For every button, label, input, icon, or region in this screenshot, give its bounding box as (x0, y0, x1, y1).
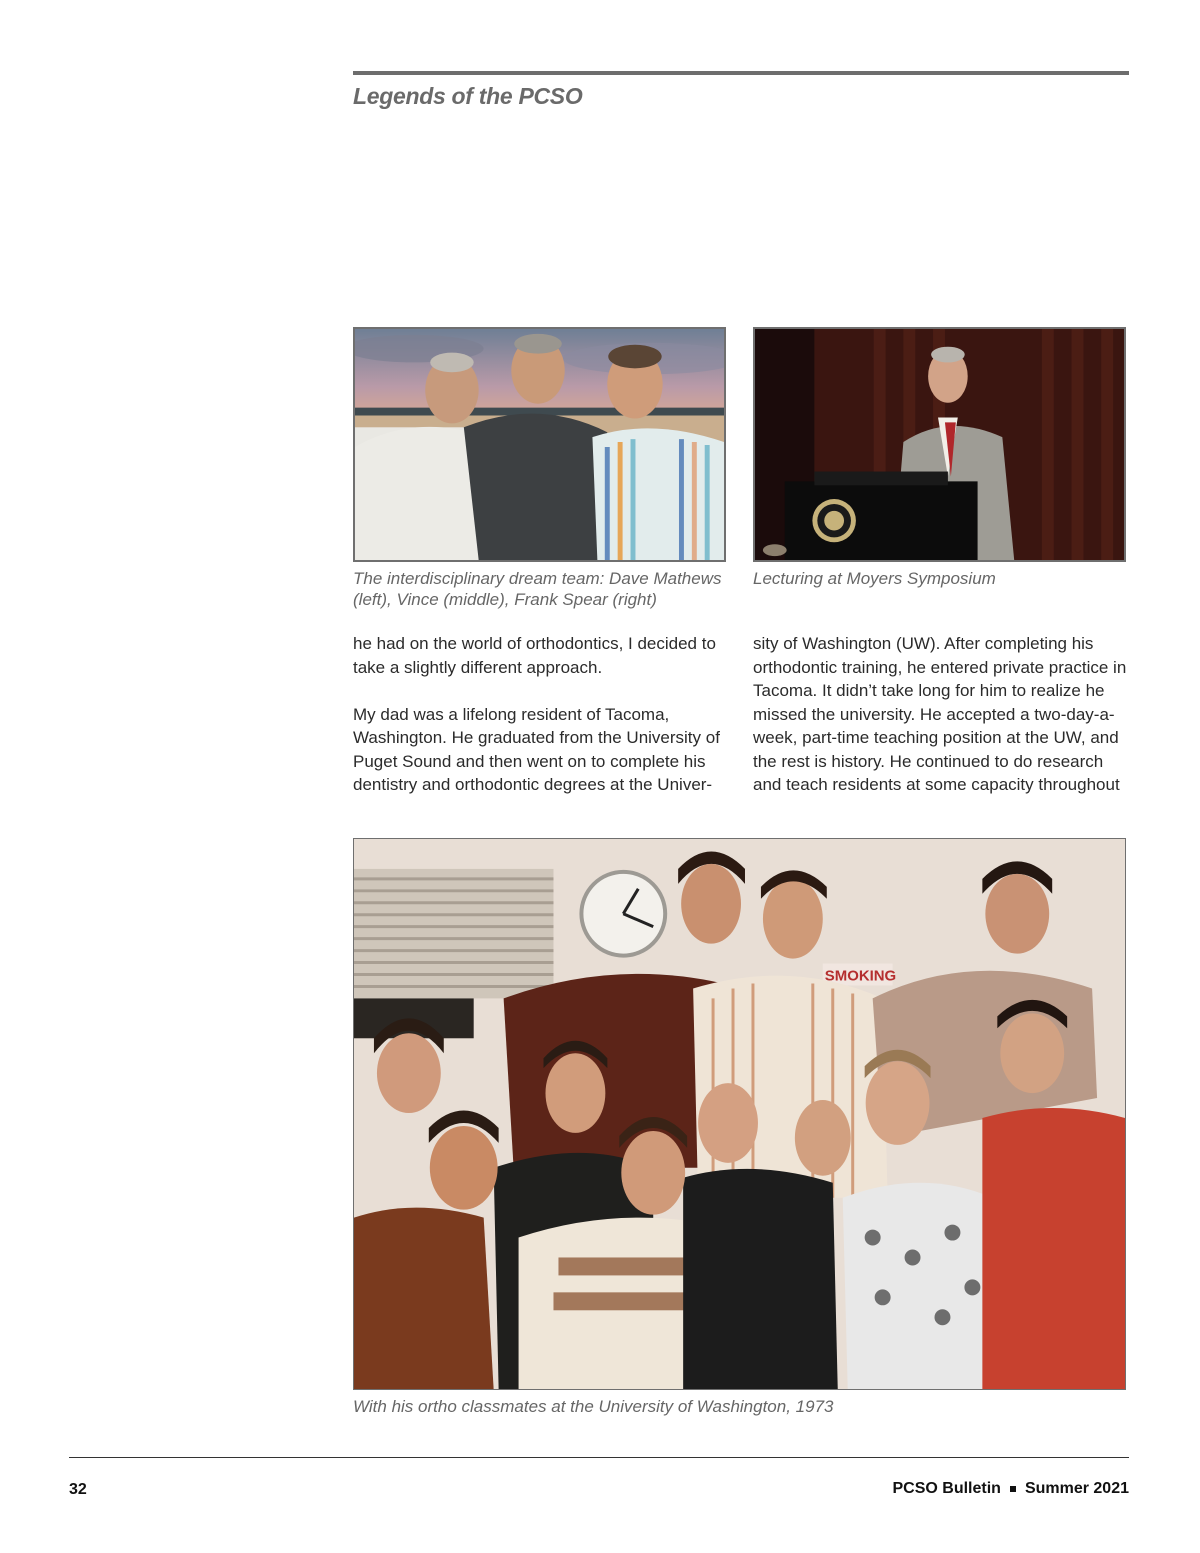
footer-rule (69, 1457, 1129, 1458)
classmates-caption: With his ortho classmates at the University of Washington, 1973 (353, 1397, 834, 1416)
publication-name: PCSO Bulletin (892, 1480, 1001, 1497)
body-column-left (353, 632, 733, 797)
body-column-right (753, 632, 1133, 797)
page-number: 32 (69, 1481, 87, 1498)
body-paragraph: My dad was a lifelong resident of Tacoma, Washington. He graduated from the University of Puget Sound and then went on to complete his dentistry and orthodontic degrees at the Univer- (353, 704, 720, 794)
moyers-caption: Lecturing at Moyers Symposium (753, 569, 996, 588)
footer-separator (1010, 1486, 1016, 1492)
classmates-photo (353, 838, 1126, 1390)
dream-team-photo (353, 327, 726, 562)
body-paragraph: he had on the world of orthodontics, I decided to take a slightly different approach. (353, 634, 716, 677)
dream-team-caption: The interdisciplinary dream team: Dave Mathews (left), Vince (middle), Frank Spear (right) (353, 569, 722, 609)
body-paragraph: sity of Washington (UW). After completing his orthodontic training, he entered private practice in Tacoma. It didn’t take long for him to realize he missed the university. He accepted a two-day-a-week, part-time teaching position at the UW, and the rest is history. He continued to do research and teach residents at some capacity throughout (753, 634, 1127, 794)
no-smoking-sign-text: SMOKING (824, 967, 897, 985)
section-title: Legends of the PCSO (353, 83, 583, 109)
moyers-lecture-photo (753, 327, 1126, 562)
footer-publication (892, 1480, 1129, 1498)
header-rule (353, 71, 1129, 75)
issue-name: Summer 2021 (1024, 1480, 1129, 1497)
